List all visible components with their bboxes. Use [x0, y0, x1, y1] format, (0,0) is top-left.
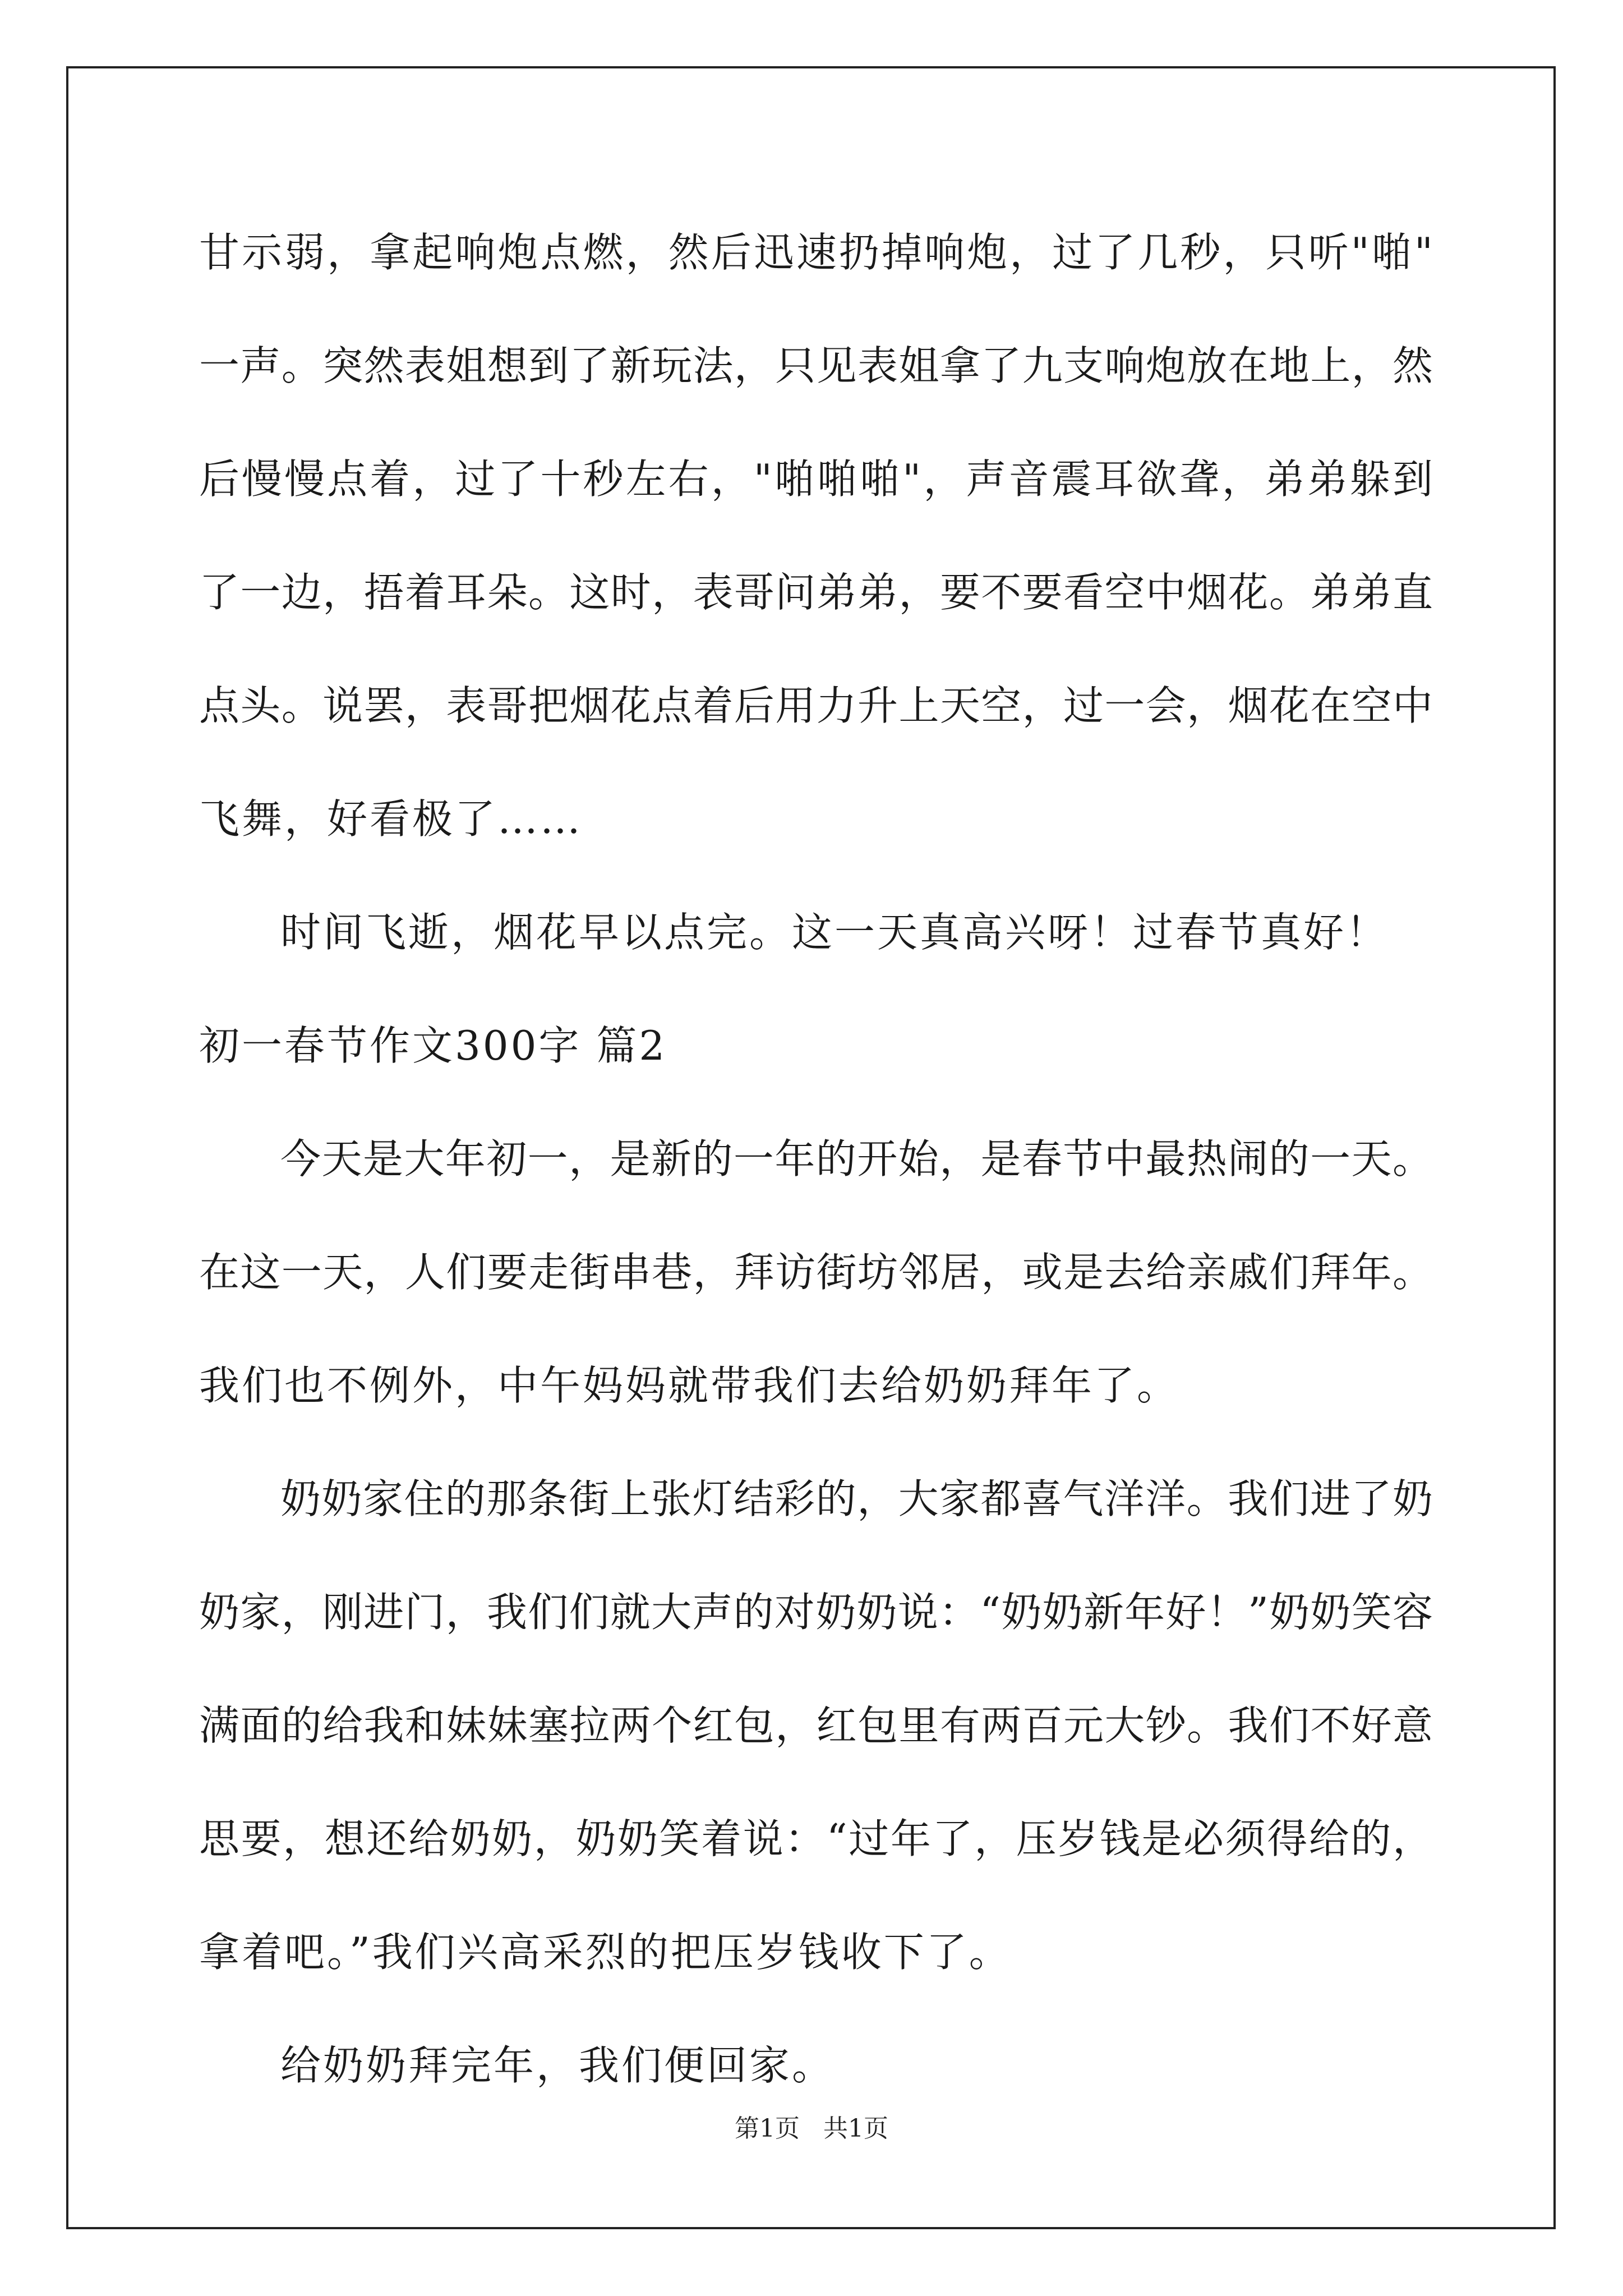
text-line: 点头。说罢，表哥把烟花点着后用力升上天空，过一会，烟花在空中 — [199, 682, 1433, 729]
text-line: 思要，想还给奶奶，奶奶笑着说：“过年了，压岁钱是必须得给的， — [199, 1815, 1433, 1862]
paragraph-first-line: 时间飞逝，烟花早以点完。这一天真高兴呀！过春节真好！ — [280, 909, 1389, 956]
text-line: 后慢慢点着，过了十秒左右，"啪啪啪"，声音震耳欲聋，弟弟躲到 — [199, 455, 1433, 503]
paragraph-first-line: 奶奶家住的那条街上张灯结彩的，大家都喜气洋洋。我们进了奶 — [280, 1475, 1433, 1522]
text-line: 拿着吧。”我们兴高采烈的把压岁钱收下了。 — [199, 1929, 1012, 1976]
text-line: 一声。突然表姐想到了新玩法，只见表姐拿了九支响炮放在地上，然 — [199, 342, 1433, 389]
page-number-total: 共1页 — [823, 2114, 888, 2143]
text-line: 满面的给我和妹妹塞拉两个红包，红包里有两百元大钞。我们不好意 — [199, 1702, 1433, 1749]
page-number-current: 第1页 — [735, 2114, 800, 2143]
paragraph-first-line: 给奶奶拜完年，我们便回家。 — [280, 2042, 835, 2089]
text-line: 奶家，刚进门，我们们就大声的对奶奶说：“奶奶新年好！”奶奶笑容 — [199, 1589, 1433, 1636]
page-footer — [0, 2112, 1623, 2146]
text-line: 飞舞，好看极了…… — [199, 795, 583, 843]
text-line: 甘示弱，拿起响炮点燃，然后迅速扔掉响炮，过了几秒，只听"啪" — [199, 229, 1433, 276]
text-line: 在这一天，人们要走街串巷，拜访街坊邻居，或是去给亲戚们拜年。 — [199, 1249, 1433, 1296]
text-line: 了一边，捂着耳朵。这时，表哥问弟弟，要不要看空中烟花。弟弟直 — [199, 569, 1433, 616]
section-heading: 初一春节作文300字 篇2 — [199, 1022, 667, 1069]
text-line: 我们也不例外，中午妈妈就带我们去给奶奶拜年了。 — [199, 1362, 1180, 1409]
paragraph-first-line: 今天是大年初一，是新的一年的开始，是春节中最热闹的一天。 — [280, 1135, 1433, 1182]
